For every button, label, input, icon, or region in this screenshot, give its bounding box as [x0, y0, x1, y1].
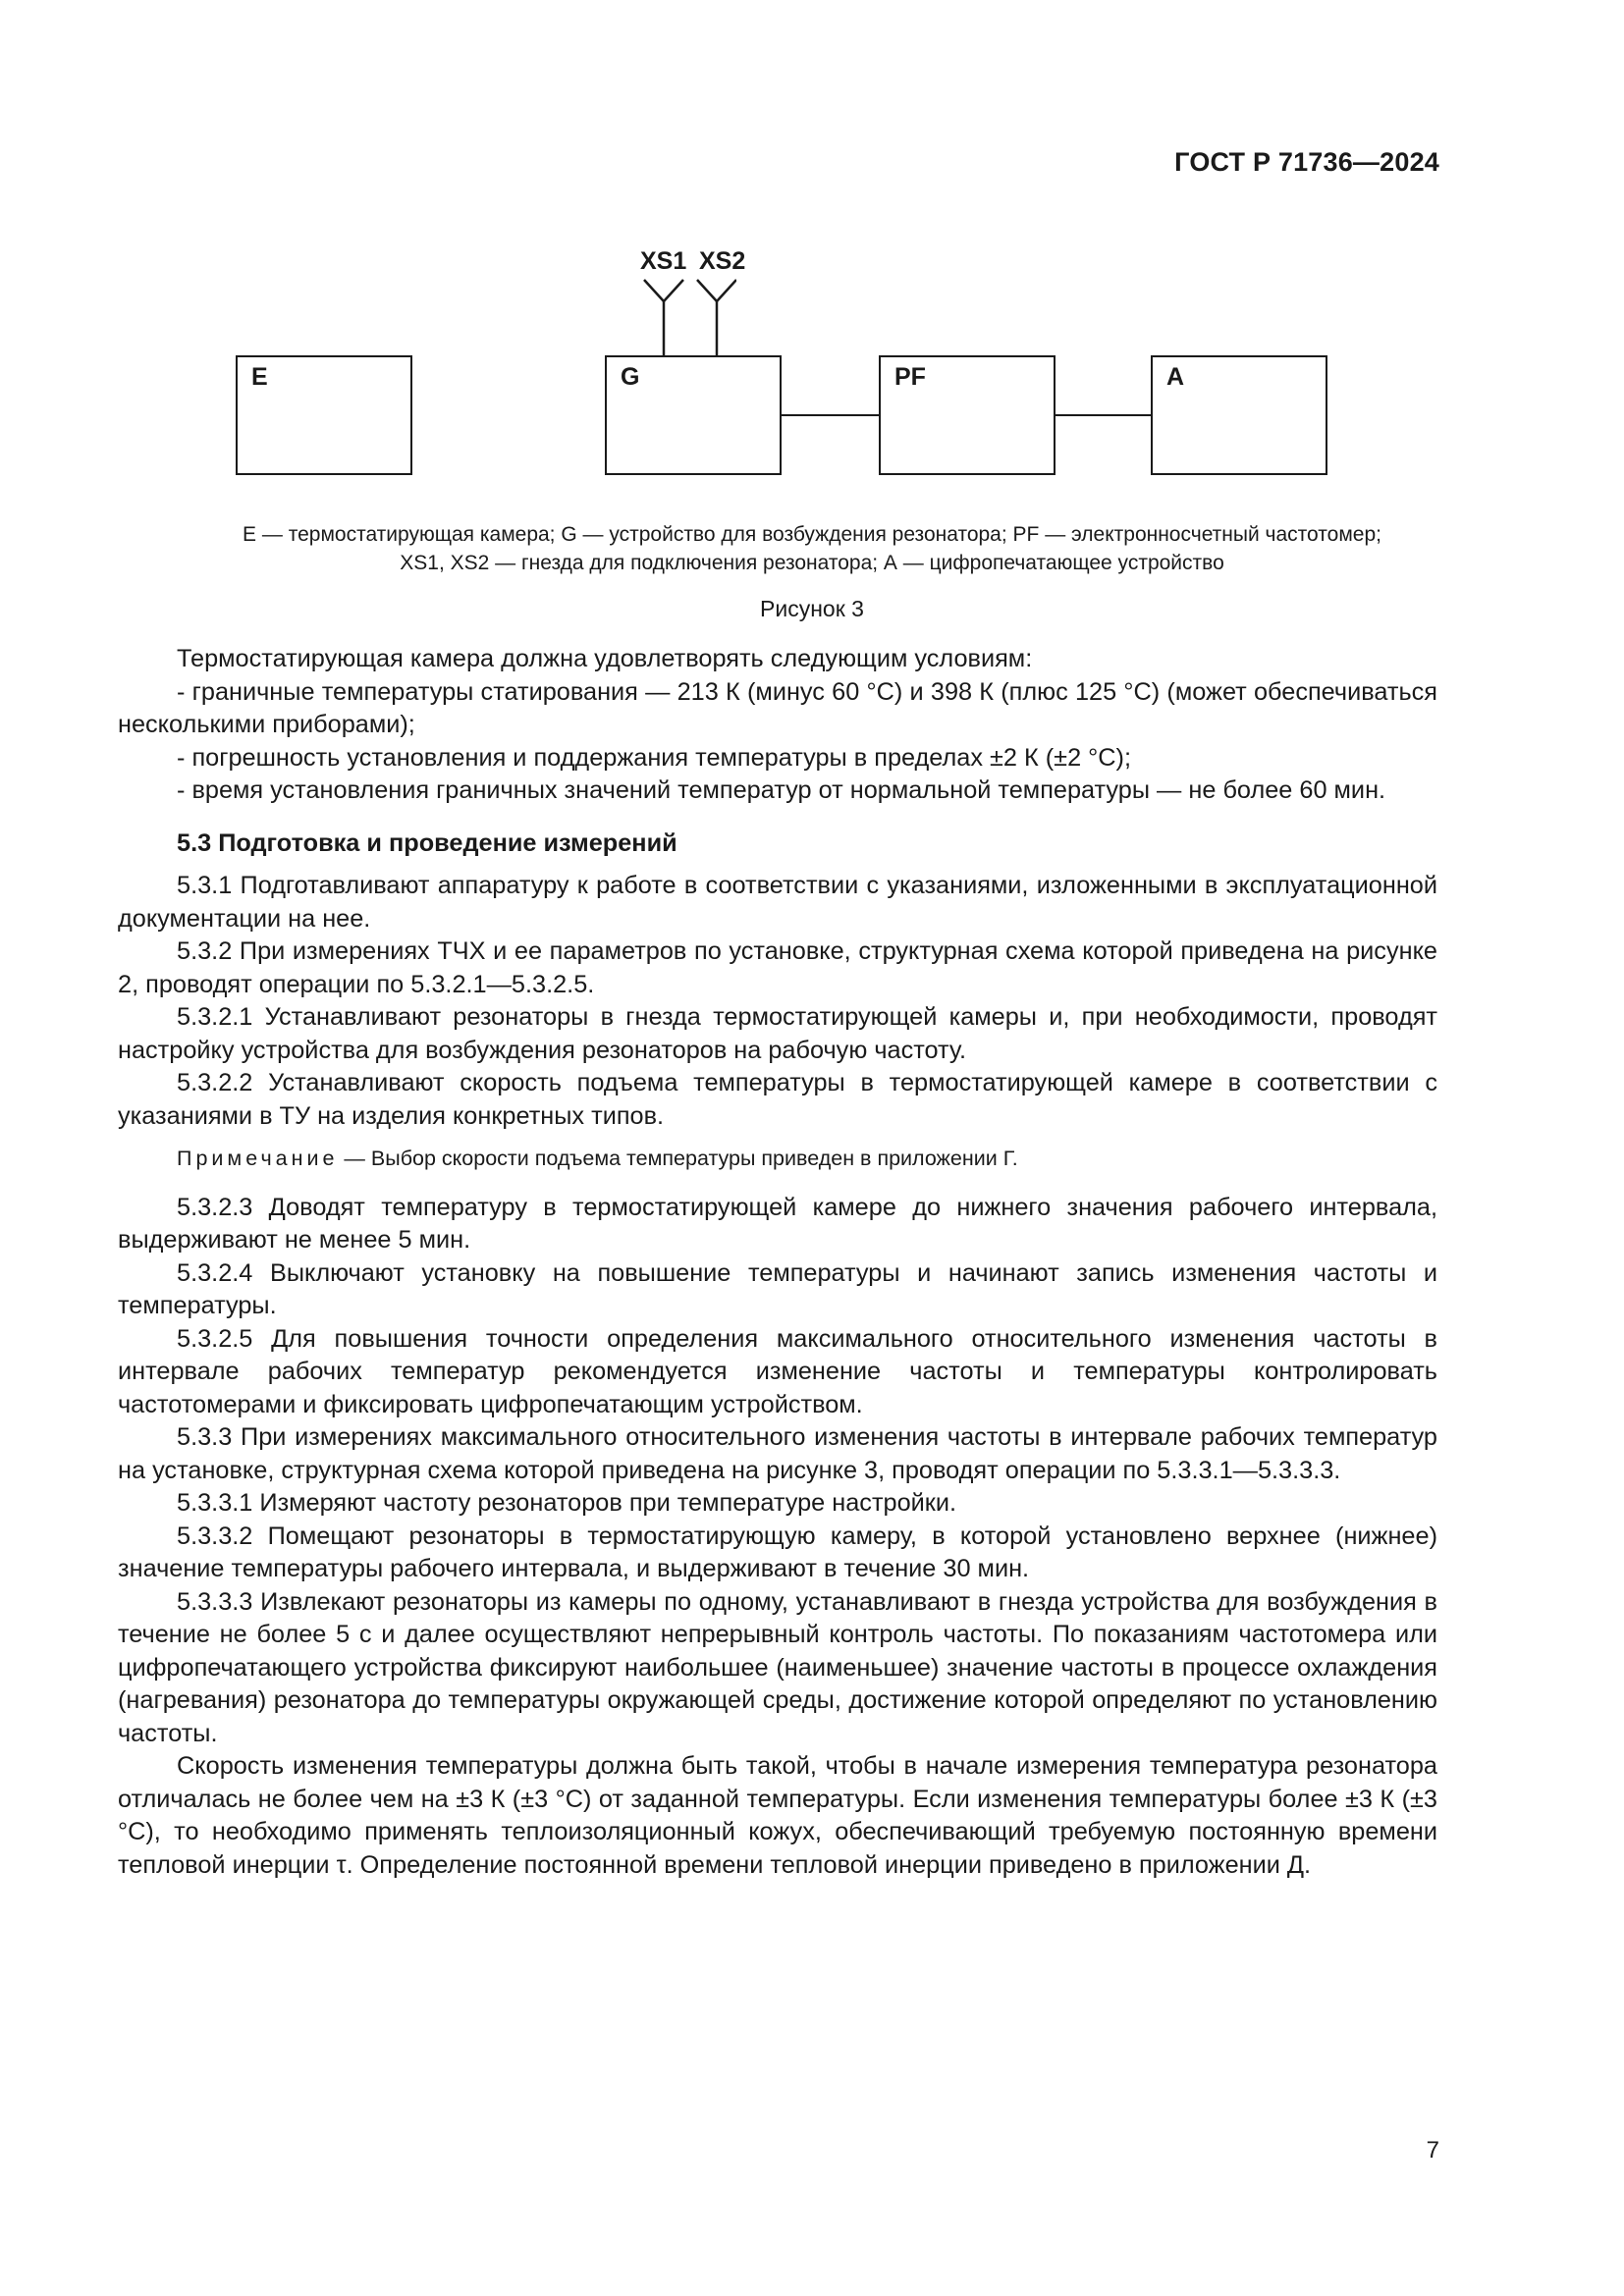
block-label-a: A — [1166, 363, 1185, 391]
block-label-e: E — [251, 363, 268, 391]
note-label: Примечание — [177, 1147, 339, 1170]
note — [118, 1143, 1437, 1176]
block-excitation-device — [605, 355, 782, 475]
paragraph: 5.3.2 При измерениях ТЧХ и ее параметров по установке, структурная схема которой приведена на рисунке 2, проводят операции по 5.3.2.1—5.3.2.5. — [118, 937, 1437, 998]
list-item: - погрешность установления и поддержания температуры в пределах ±2 К (±2 °С); — [177, 743, 1132, 772]
paragraph: Термостатирующая камера должна удовлетворять следующим условиям: — [177, 645, 1033, 672]
jack-connectors-icon — [638, 278, 736, 358]
paragraph: 5.3.3.1 Измеряют частоту резонаторов при температуре настройки. — [177, 1489, 957, 1517]
document-id-header: ГОСТ Р 71736—2024 — [1174, 147, 1439, 177]
paragraph: Скорость изменения температуры должна быть такой, чтобы в начале измерения температура резонатора отличалась не более чем на ±3 К (±3 °С) от заданной температуры. Если изменения температуры более ±3 К (±3 °С), то необходимо применять теплоизоляционный кожух, обеспечивающий требуемую постоянную времени тепловой инерции τ. Определение постоянной времени тепловой инерции приведено в приложении Д. — [118, 1752, 1437, 1879]
figure-title: Рисунок 3 — [760, 596, 864, 621]
list-item: - граничные температуры статирования — 213 К (минус 60 °С) и 398 К (плюс 125 °С) (может обеспечиваться несколькими приборами); — [118, 677, 1437, 738]
note-text: — Выбор скорости подъема температуры приведен в приложении Г. — [338, 1147, 1018, 1170]
jack-label-xs1: XS1 — [640, 247, 687, 275]
connector-pf-a — [1056, 414, 1151, 416]
figure-legend-line-1: E — термостатирующая камера; G — устройство для возбуждения резонатора; PF — электронносчетный частотомер; — [243, 523, 1381, 546]
block-label-pf: PF — [894, 363, 926, 391]
paragraph: 5.3.2.2 Устанавливают скорость подъема температуры в термостатирующей камере в соответствии с указаниями в ТУ на изделия конкретных типов. — [118, 1069, 1437, 1130]
block-frequency-counter — [879, 355, 1056, 475]
list-item: - время установления граничных значений температур от нормальной температуры — не более 60 мин. — [177, 776, 1386, 804]
block-thermal-chamber — [236, 355, 412, 475]
paragraph: 5.3.2.1 Устанавливают резонаторы в гнезда термостатирующей камеры и, при необходимости, проводят настройку устройства для возбуждения резонаторов на рабочую частоту. — [118, 1003, 1437, 1064]
block-label-g: G — [621, 363, 640, 391]
paragraph: 5.3.2.3 Доводят температуру в термостатирующей камере до нижнего значения рабочего интервала, выдерживают не менее 5 мин. — [118, 1193, 1437, 1254]
connector-g-pf — [782, 414, 879, 416]
section-heading: 5.3 Подготовка и проведение измерений — [177, 828, 677, 857]
paragraph: 5.3.3 При измерениях максимального относительного изменения частоты в интервале рабочих температур на установке, структурная схема которой приведена на рисунке 3, проводят операции по 5.3.3.1—5.3.3.3. — [118, 1423, 1437, 1484]
block-diagram-figure-3 — [0, 0, 1624, 491]
jack-label-xs2: XS2 — [699, 247, 746, 275]
paragraph: 5.3.3.2 Помещают резонаторы в термостатирующую камеру, в которой установлено верхнее (нижнее) значение температуры рабочего интервала, и выдерживают в течение 30 мин. — [118, 1522, 1437, 1582]
body-text — [118, 643, 1437, 1882]
paragraph: 5.3.2.5 Для повышения точности определения максимального относительного изменения частоты в интервале рабочих температур рекомендуется изменение частоты и температуры контролировать частотомерами и фиксировать цифропечатающим устройством. — [118, 1324, 1437, 1418]
paragraph: 5.3.1 Подготавливают аппаратуру к работе в соответствии с указаниями, изложенными в эксплуатационной документации на нее. — [118, 872, 1437, 933]
figure-legend-line-2: XS1, XS2 — гнезда для подключения резонатора; А — цифропечатающее устройство — [400, 552, 1224, 574]
block-printing-device — [1151, 355, 1327, 475]
paragraph: 5.3.2.4 Выключают установку на повышение температуры и начинают запись изменения частоты и температуры. — [118, 1258, 1437, 1319]
page-number: 7 — [1426, 2137, 1439, 2163]
paragraph: 5.3.3.3 Извлекают резонаторы из камеры по одному, устанавливают в гнезда устройства для возбуждения в течение не более 5 с и далее осуществляют непрерывный контроль частоты. По показаниям частотомера или цифропечатающего устройства фиксируют наибольшее (наименьшее) значение частоты в процессе охлаждения (нагревания) резонатора до температуры окружающей среды, достижение которой определяют по установлению частоты. — [118, 1587, 1437, 1747]
